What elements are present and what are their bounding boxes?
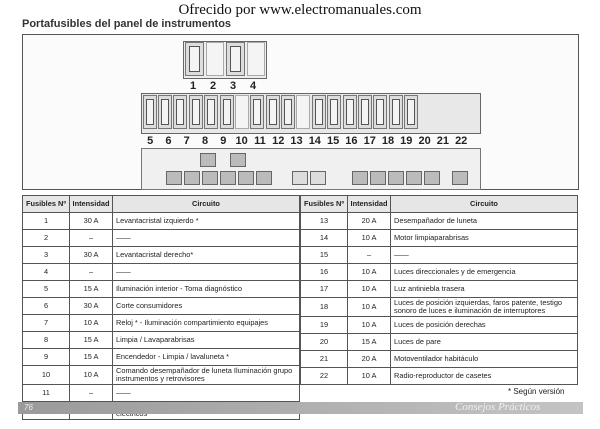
table-row [23,281,300,298]
column-header: Fusibles Nº [23,196,70,213]
top-fuse-numbers [183,80,263,92]
amperage-cell: 10 A [348,230,391,247]
fuse-slot [189,95,203,129]
amperage-cell: 15 A [70,349,113,366]
circuit-cell: Motoventilador habitáculo [391,350,578,367]
amperage-cell: 30 A [70,213,113,230]
amperage-cell: 10 A [70,366,113,385]
footer-brand: Consejos Prácticos [455,401,541,413]
fuse-slot [404,95,418,129]
relay-icon [310,171,326,185]
relay-panel [141,148,481,190]
relay-icon [220,171,236,185]
fuse-number: 18 [381,135,395,147]
fuse-number: 11 [254,135,266,147]
circuit-cell: —— [113,384,300,401]
relay-icon [200,153,216,167]
column-header: Circuito [113,196,300,213]
fuse-slot [173,95,187,129]
fuse-number: 6 [165,135,172,147]
fuse-slot [206,42,225,76]
top-fuse-block [183,41,267,79]
table-row [301,281,578,298]
amperage-cell: 10 A [348,281,391,298]
fuse-number-cell: 8 [23,332,70,349]
amperage-cell: 10 A [348,264,391,281]
fuse-number: 16 [345,135,358,147]
fuse-number-cell: 13 [301,213,348,230]
fuse-number: 9 [220,135,227,147]
table-row [301,230,578,247]
circuit-cell: Motor limpiaparabrisas [391,230,578,247]
fuse-slot [312,95,326,129]
amperage-cell: 30 A [70,298,113,315]
table-row [23,384,300,401]
fuse-number-cell: 1 [23,213,70,230]
fuse-number-cell: 18 [301,298,348,317]
relay-icon [230,153,246,167]
fuse-table-right [300,195,578,385]
amperage-cell: 10 A [348,316,391,333]
relay-icon [256,171,272,185]
table-row [301,367,578,384]
fuse-slot [250,95,264,129]
circuit-cell: Encendedor - Limpia / lavaluneta * [113,349,300,366]
circuit-cell: Radio-reproductor de casetes [391,367,578,384]
table-row [301,333,578,350]
circuit-cell: Iluminación interior - Toma diagnóstico [113,281,300,298]
table-row [301,316,578,333]
fuse-number: 10 [235,135,248,147]
fuse-number-cell: 10 [23,366,70,385]
relay-icon [388,171,404,185]
fuse-number-cell: 19 [301,316,348,333]
fuse-slot [281,95,295,129]
circuit-cell: Luces de posición derechas [391,316,578,333]
fuse-number-cell: 15 [301,247,348,264]
fuse-number-cell: 6 [23,298,70,315]
circuit-cell: —— [113,264,300,281]
main-fuse-block [141,93,481,134]
column-header: Intensidad [70,196,113,213]
relay-icon [370,171,386,185]
relay-icon [238,171,254,185]
fuse-panel-diagram [22,34,579,190]
table-row [23,315,300,332]
table-header-row [23,196,300,213]
fuse-number: 17 [363,135,376,147]
fuse-number-cell: 4 [23,264,70,281]
fuse-number: 22 [455,135,468,147]
fuse-number-cell: 20 [301,333,348,350]
table-row [301,213,578,230]
relay-icon [352,171,368,185]
amperage-cell: 15 A [70,281,113,298]
fuse-number: 4 [249,80,257,92]
fuse-number-cell: 11 [23,384,70,401]
fuse-number: 7 [183,135,190,147]
amperage-cell: 30 A [70,247,113,264]
circuit-cell: Luces de pare [391,333,578,350]
table-row [23,230,300,247]
fuse-number: 14 [308,135,321,147]
fuse-number: 15 [326,135,340,147]
table-row [23,213,300,230]
section-title: Portafusibles del panel de instrumentos [22,18,232,30]
table-row [23,332,300,349]
table-header-row [301,196,578,213]
fuse-number-cell: 7 [23,315,70,332]
relay-icon [202,171,218,185]
amperage-cell: – [348,247,391,264]
fuse-number: 5 [147,135,154,147]
circuit-cell: —— [391,247,578,264]
fuse-slot [185,42,204,76]
amperage-cell: 15 A [348,333,391,350]
fuse-slot [343,95,357,129]
fuse-slot [389,95,403,129]
fuse-number: 1 [189,80,197,92]
fuse-slot [296,95,310,129]
table-row [301,247,578,264]
fuse-number-cell: 21 [301,350,348,367]
table-row [23,247,300,264]
fuse-slot [220,95,234,129]
fuse-number-cell: 2 [23,230,70,247]
fuse-number: 2 [209,80,217,92]
circuit-cell: Comando desempañador de luneta Iluminación grupo instrumentos y retrovisores [113,366,300,385]
footnote: * Según versión [508,387,565,396]
circuit-cell: Luces direccionales y de emergencia [391,264,578,281]
amperage-cell: 20 A [348,350,391,367]
fuse-number-cell: 5 [23,281,70,298]
page-number: 76 [24,403,33,412]
column-header: Intensidad [348,196,391,213]
source-watermark: Ofrecido por www.electromanuales.com [178,2,422,18]
table-row [301,298,578,317]
amperage-cell: 10 A [70,315,113,332]
relay-icon [424,171,440,185]
circuit-cell: Levantacristal derecho* [113,247,300,264]
relay-icon [406,171,422,185]
fuse-table-left [22,195,300,420]
fuse-number-cell: 17 [301,281,348,298]
fuse-number-cell: 14 [301,230,348,247]
table-row [23,298,300,315]
circuit-cell: Limpia / Lavaparabrisas [113,332,300,349]
amperage-cell: 10 A [348,367,391,384]
fuse-number-cell: 9 [23,349,70,366]
circuit-cell: —— [113,230,300,247]
fuse-slot [158,95,172,129]
fuse-number-cell: 3 [23,247,70,264]
relay-icon [184,171,200,185]
circuit-cell: Corte consumidores [113,298,300,315]
main-fuse-numbers [141,135,470,147]
amperage-cell: – [70,230,113,247]
fuse-number: 19 [400,135,413,147]
fuse-slot [266,95,280,129]
amperage-cell: 15 A [70,332,113,349]
fuse-slot [235,95,249,129]
fuse-slot [226,42,245,76]
amperage-cell: – [70,384,113,401]
fuse-slot [358,95,372,129]
fuse-number: 8 [201,135,209,147]
amperage-cell: – [70,264,113,281]
column-header: Circuito [391,196,578,213]
table-row [23,349,300,366]
fuse-number: 12 [272,135,285,147]
circuit-cell: Luces de posición izquierdas, faros patente, testigo sonoro de luces e iluminación de interruptores [391,298,578,317]
relay-icon [166,171,182,185]
circuit-cell: Levantacristal izquierdo * [113,213,300,230]
fuse-slot [204,95,218,129]
fuse-slot [327,95,341,129]
fuse-number-cell: 16 [301,264,348,281]
fuse-number: 3 [229,80,237,92]
fuse-number: 20 [418,135,431,147]
table-row [301,350,578,367]
fuse-slot [247,42,266,76]
circuit-cell: Luz antiniebla trasera [391,281,578,298]
amperage-cell: 20 A [348,213,391,230]
fuse-number-cell: 22 [301,367,348,384]
fuse-number: 21 [436,135,450,147]
table-row [301,264,578,281]
fuse-slot [143,95,157,129]
circuit-cell: Reloj * - Iluminación compartimiento equipajes [113,315,300,332]
circuit-cell: Desempañador de luneta [391,213,578,230]
relay-icon [452,171,468,185]
column-header: Fusibles Nº [301,196,348,213]
table-row [23,366,300,385]
amperage-cell: 10 A [348,298,391,317]
fuse-slot [373,95,387,129]
table-row [23,264,300,281]
fuse-number: 13 [290,135,303,147]
relay-icon [292,171,308,185]
